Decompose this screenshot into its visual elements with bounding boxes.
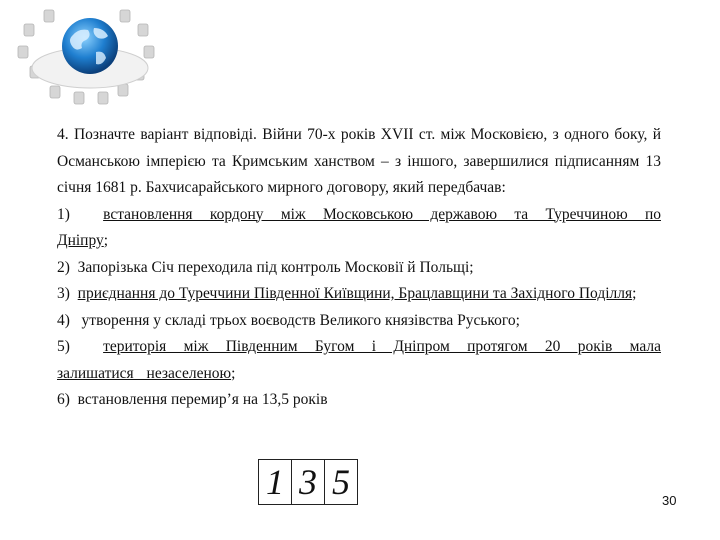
option-6: 6) встановлення перемир’я на 13,5 років (57, 391, 328, 408)
question-intro: 4. Позначте варіант відповіді. Війни 70-х років XVII ст. між Московією, з одного боку, й Османською імперією та Кримським ханством – з іншого, завершилися підписанням 13 січня 1681 р. Бахчисарайського мирного договору, який передбачав: (57, 126, 661, 196)
answer-cell-2: 3 (291, 460, 324, 504)
question-text (57, 122, 661, 414)
option-2: 2) Запорізька Січ переходила під контроль Московії й Польщі; (57, 258, 474, 276)
page-number: 30 (662, 493, 677, 508)
answer-cell-3: 5 (324, 460, 357, 504)
answer-cell-1: 1 (266, 462, 284, 502)
globe-meeting-logo (10, 6, 170, 106)
option-4: 4) утворення у складі трьох воєводств Великого князівства Руського; (57, 311, 520, 329)
answer-box (258, 459, 358, 505)
option-5: 5) територія між Південним Бугом і Дніпром протягом 20 років мала залишатися незаселеною; (57, 338, 661, 382)
option-3: 3) приєднання до Туреччини Південної Київщини, Брацлавщини та Західного Поділля; (57, 285, 637, 302)
option-1: 1) встановлення кордону між Московською державою та Туреччиною по Дніпру; (57, 205, 661, 249)
